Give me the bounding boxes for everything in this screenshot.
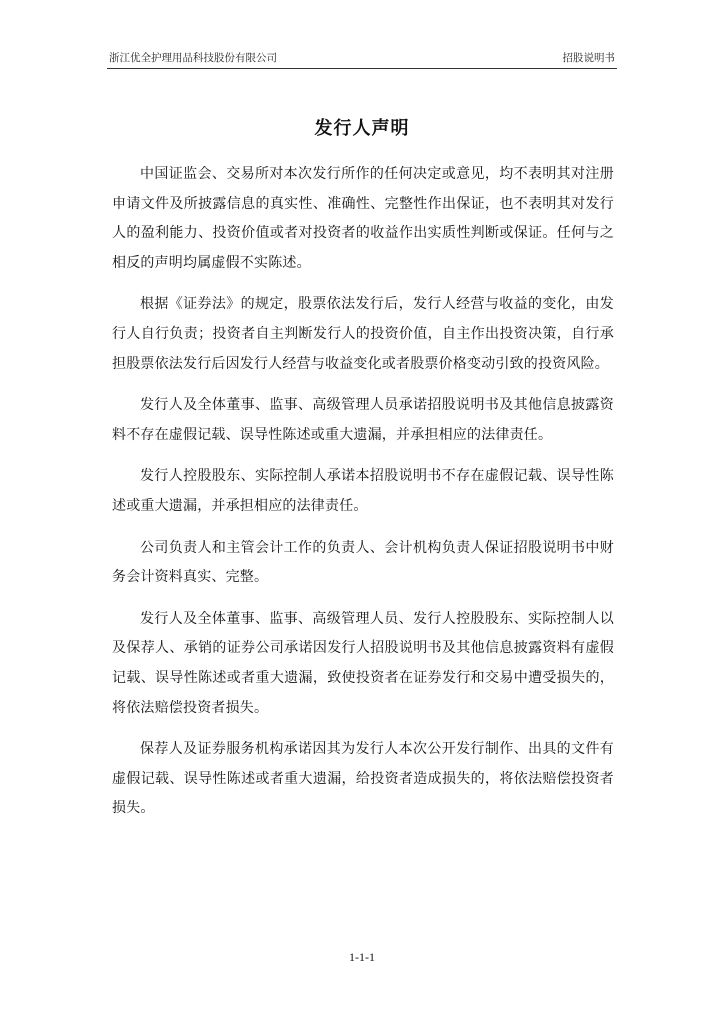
declaration-paragraph: 根据《证券法》的规定，股票依法发行后，发行人经营与收益的变化，由发行人自行负责；投资者自主判断发行人的投资价值，自主作出投资决策，自行承担股票依法发行后因发行人经营与收益变化或者股票价格变动引致的投资风险。	[112, 296, 614, 372]
declaration-paragraph: 中国证监会、交易所对本次发行所作的任何决定或意见，均不表明其对注册申请文件及所披露信息的真实性、准确性、完整性作出保证，也不表明其对发行人的盈利能力、投资价值或者对投资者的收益作出实质性判断或保证。任何与之相反的声明均属虚假不实陈述。	[112, 166, 614, 271]
page-number: 1-1-1	[349, 950, 375, 964]
page-header	[107, 50, 617, 66]
header-divider	[107, 68, 617, 69]
declaration-paragraph: 发行人及全体董事、监事、高级管理人员承诺招股说明书及其他信息披露资料不存在虚假记载、误导性陈述或重大遗漏，并承担相应的法律责任。	[112, 397, 614, 443]
declaration-paragraph: 发行人及全体董事、监事、高级管理人员、发行人控股股东、实际控制人以及保荐人、承销的证券公司承诺因发行人招股说明书及其他信息披露资料有虚假记载、误导性陈述或者重大遗漏，致使投资者在证券发行和交易中遭受损失的，将依法赔偿投资者损失。	[112, 610, 614, 716]
declaration-paragraph: 保荐人及证券服务机构承诺因其为发行人本次公开发行制作、出具的文件有虚假记载、误导性陈述或者重大遗漏，给投资者造成损失的，将依法赔偿投资者损失。	[112, 741, 614, 817]
declaration-paragraph: 公司负责人和主管会计工作的负责人、会计机构负责人保证招股说明书中财务会计资料真实、完整。	[112, 539, 614, 586]
declaration-paragraph: 发行人控股股东、实际控制人承诺本招股说明书不存在虚假记载、误导性陈述或重大遗漏，并承担相应的法律责任。	[112, 468, 614, 514]
header-company-name: 浙江优全护理用品科技股份有限公司	[109, 52, 277, 64]
page-title: 发行人声明	[314, 118, 410, 139]
declaration-body	[112, 160, 614, 836]
header-document-type: 招股说明书	[562, 52, 615, 64]
